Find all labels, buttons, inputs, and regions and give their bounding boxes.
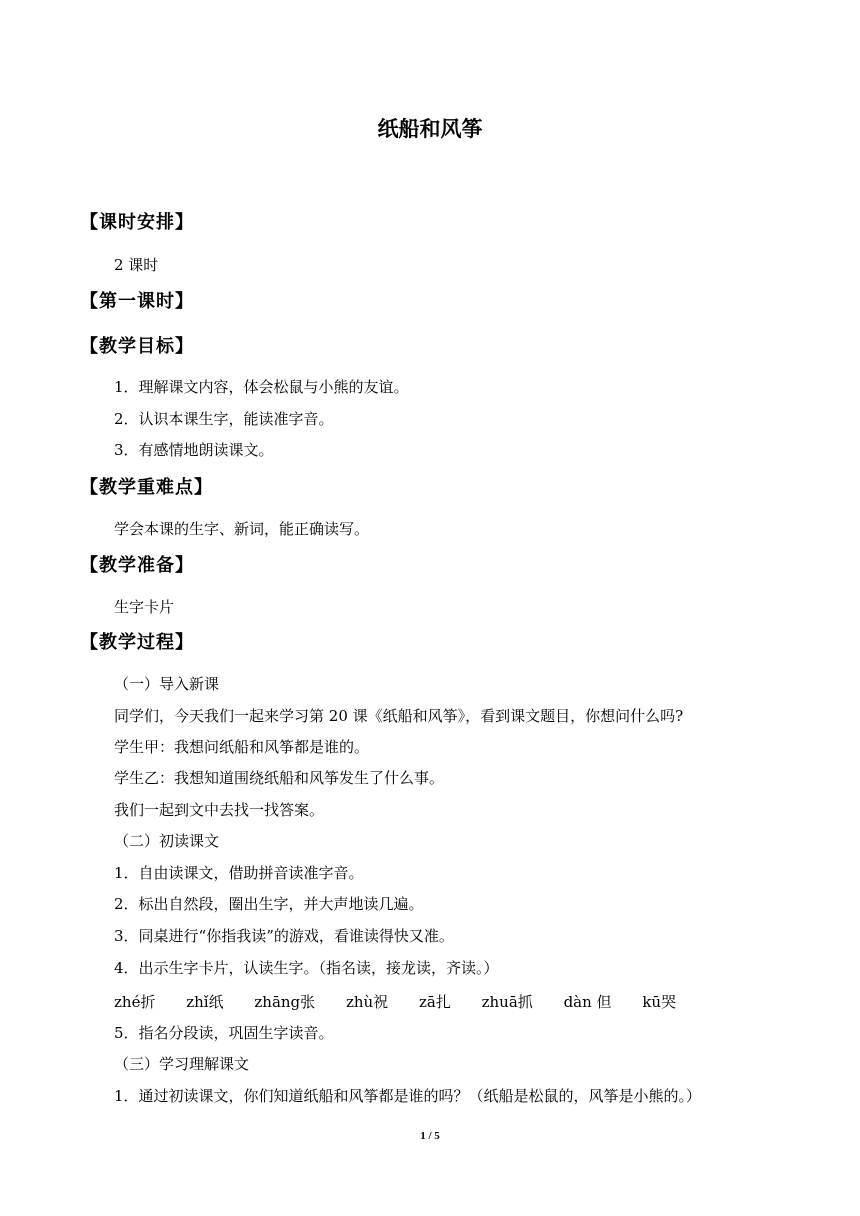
process-line: 学生乙：我想知道围绕纸船和风筝发生了什么事。 [114, 769, 445, 787]
schedule-text: 2 课时 [114, 256, 159, 274]
pinyin-word: zhuā抓 [481, 993, 533, 1011]
goal-item: 3．有感情地朗读课文。 [114, 441, 274, 459]
heading-first-lesson: 【第一课时】 [80, 291, 194, 312]
pinyin-word: zhǐ纸 [186, 993, 224, 1011]
process-line: 同学们，今天我们一起来学习第 20 课《纸船和风筝》，看到课文题目，你想问什么吗? [114, 707, 684, 725]
pinyin-word-row [114, 991, 702, 1012]
process-line: 1．自由读课文，借助拼音读准字音。 [114, 864, 364, 882]
heading-keypoints: 【教学重难点】 [80, 477, 213, 498]
heading-goals: 【教学目标】 [80, 336, 194, 357]
process-line: 5．指名分段读，巩固生字读音。 [114, 1024, 334, 1042]
process-line: （一）导入新课 [114, 675, 220, 693]
process-line: （三）学习理解课文 [114, 1055, 250, 1073]
process-line: 学生甲：我想问纸船和风筝都是谁的。 [114, 738, 370, 756]
keypoints-text: 学会本课的生字、新词，能正确读写。 [114, 520, 370, 538]
heading-prep: 【教学准备】 [80, 555, 194, 576]
heading-process: 【教学过程】 [80, 632, 194, 653]
heading-schedule: 【课时安排】 [80, 212, 194, 233]
page-number: 1 / 5 [420, 1130, 440, 1142]
pinyin-word: zhé折 [114, 993, 156, 1011]
goal-item: 1．理解课文内容，体会松鼠与小熊的友谊。 [114, 378, 409, 396]
pinyin-word: dàn 但 [563, 993, 612, 1011]
document-title: 纸船和风筝 [377, 116, 483, 141]
process-line: 3．同桌进行“你指我读”的游戏，看谁读得快又准。 [114, 927, 454, 945]
pinyin-word: zhāng张 [254, 993, 316, 1011]
pinyin-word: zhù祝 [345, 993, 389, 1011]
pinyin-word: kū哭 [642, 993, 677, 1011]
prep-text: 生字卡片 [114, 598, 175, 616]
process-line: （二）初读课文 [114, 832, 220, 850]
pinyin-word: zā扎 [418, 993, 451, 1011]
process-line: 2．标出自然段，圈出生字，并大声地读几遍。 [114, 895, 424, 913]
process-line: 1．通过初读课文，你们知道纸船和风筝都是谁的吗？（纸船是松鼠的，风筝是小熊的。） [114, 1087, 702, 1105]
goal-item: 2．认识本课生字，能读准字音。 [114, 410, 334, 428]
process-line: 我们一起到文中去找一找答案。 [114, 801, 325, 819]
process-line: 4．出示生字卡片，认读生字。（指名读，接龙读，齐读。） [114, 959, 499, 977]
